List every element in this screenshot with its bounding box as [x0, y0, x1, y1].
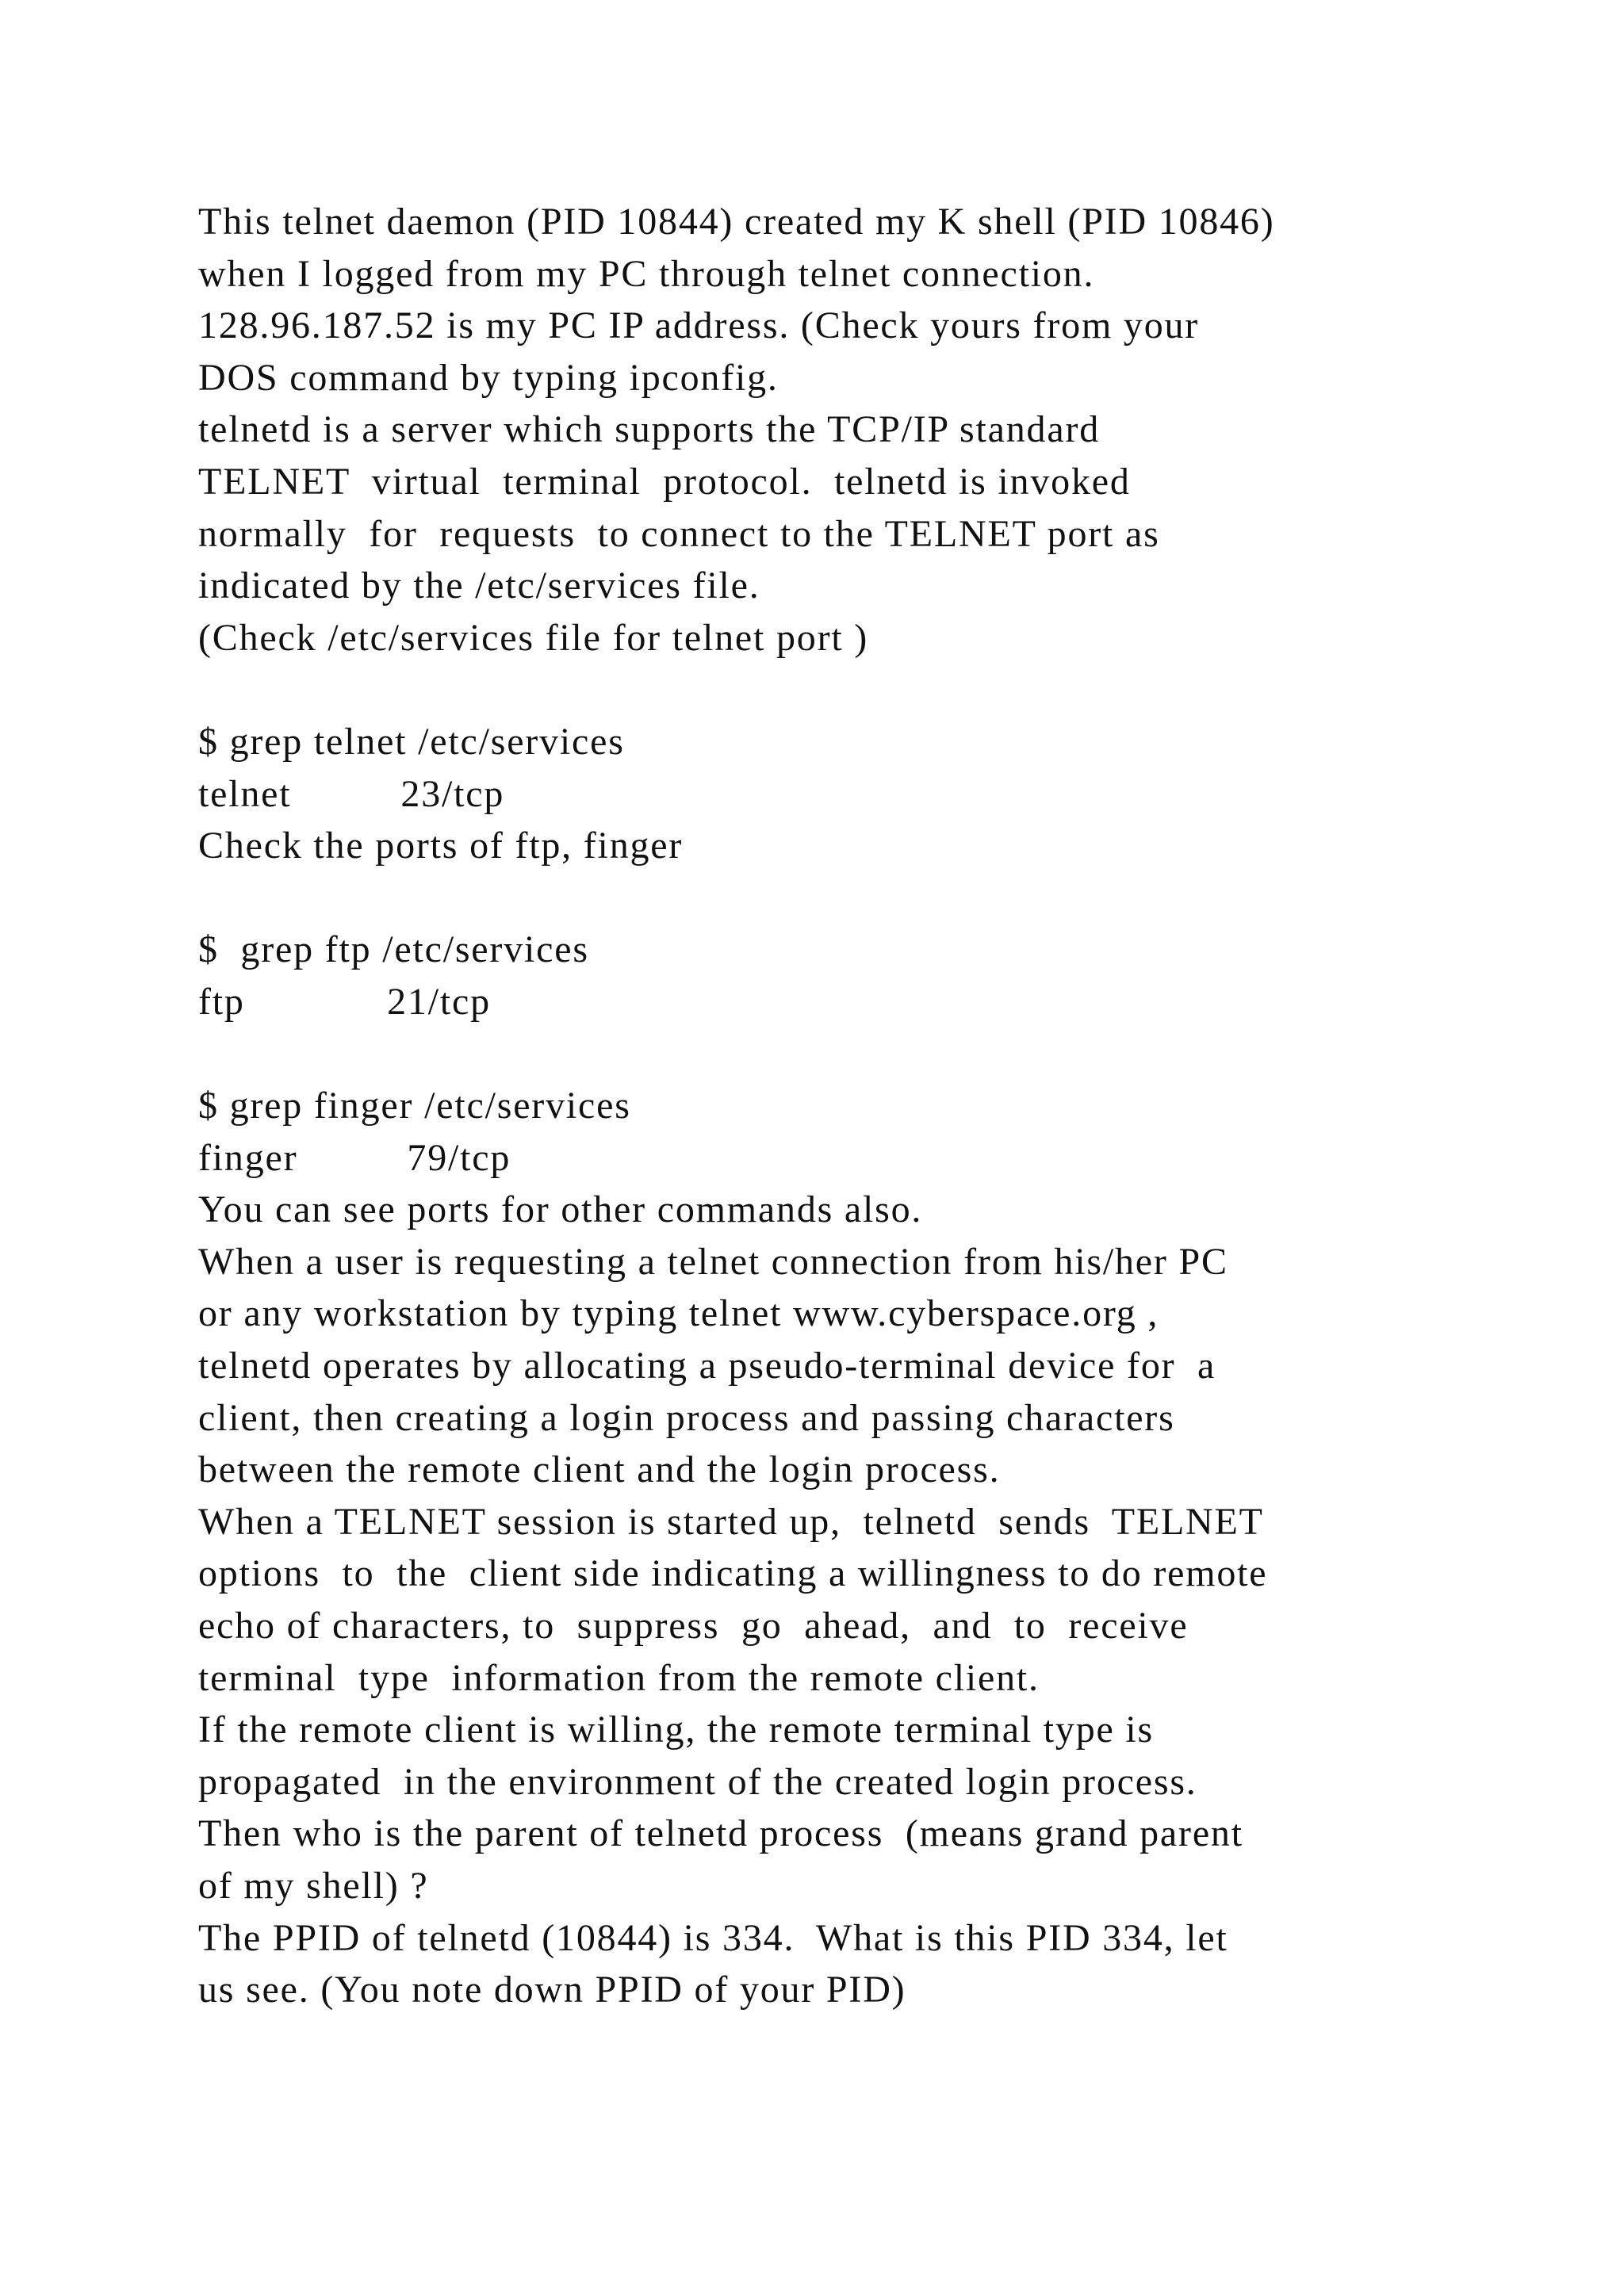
- text-line: terminal type information from the remote client.: [198, 1656, 1040, 1699]
- text-line: If the remote client is willing, the remote terminal type is: [198, 1709, 1155, 1751]
- text-line: TELNET virtual terminal protocol. telnetd is invoked: [198, 460, 1131, 503]
- text-line: This telnet daemon (PID 10844) created my K shell (PID 10846): [198, 201, 1275, 243]
- command-output: ftp 21/tcp: [198, 980, 491, 1023]
- text-line: 128.96.187.52 is my PC IP address. (Check yours from your: [198, 304, 1200, 347]
- command-output: telnet 23/tcp: [198, 772, 505, 815]
- command-line: $ grep finger /etc/services: [198, 1085, 631, 1127]
- command-output: finger 79/tcp: [198, 1136, 511, 1179]
- text-line: (Check /etc/services file for telnet port ): [198, 616, 869, 659]
- text-line: DOS command by typing ipconfig.: [198, 356, 779, 399]
- text-line: Check the ports of ftp, finger: [198, 825, 684, 867]
- blank-line: [198, 1028, 1515, 1081]
- text-line: indicated by the /etc/services file.: [198, 564, 760, 607]
- text-line: The PPID of telnetd (10844) is 334. What is this PID 334, let: [198, 1916, 1228, 1959]
- command-line: $ grep ftp /etc/services: [198, 928, 589, 971]
- text-line: You can see ports for other commands also.: [198, 1188, 923, 1231]
- blank-line: [198, 872, 1515, 924]
- text-line: When a TELNET session is started up, telnetd sends TELNET: [198, 1500, 1264, 1543]
- text-line: or any workstation by typing telnet www.cyberspace.org ,: [198, 1292, 1159, 1335]
- text-line: propagated in the environment of the created login process.: [198, 1760, 1197, 1803]
- text-line: of my shell) ?: [198, 1865, 429, 1907]
- text-line: Then who is the parent of telnetd process (means grand parent: [198, 1812, 1243, 1855]
- text-line: echo of characters, to suppress go ahead, and to receive: [198, 1605, 1189, 1647]
- text-line: between the remote client and the login process.: [198, 1448, 1001, 1491]
- blank-line: [198, 664, 1515, 716]
- text-line: us see. (You note down PPID of your PID): [198, 1969, 906, 2011]
- text-line: telnetd is a server which supports the TCP/IP standard: [198, 408, 1101, 451]
- text-line: When a user is requesting a telnet connection from his/her PC: [198, 1240, 1228, 1283]
- text-line: when I logged from my PC through telnet connection.: [198, 252, 1095, 295]
- command-line: $ grep telnet /etc/services: [198, 720, 625, 763]
- text-line: telnetd operates by allocating a pseudo-terminal device for a: [198, 1345, 1216, 1387]
- document-body: [198, 196, 1515, 2016]
- text-line: options to the client side indicating a willingness to do remote: [198, 1552, 1268, 1595]
- text-line: client, then creating a login process and passing characters: [198, 1396, 1175, 1439]
- text-line: normally for requests to connect to the TELNET port as: [198, 512, 1160, 555]
